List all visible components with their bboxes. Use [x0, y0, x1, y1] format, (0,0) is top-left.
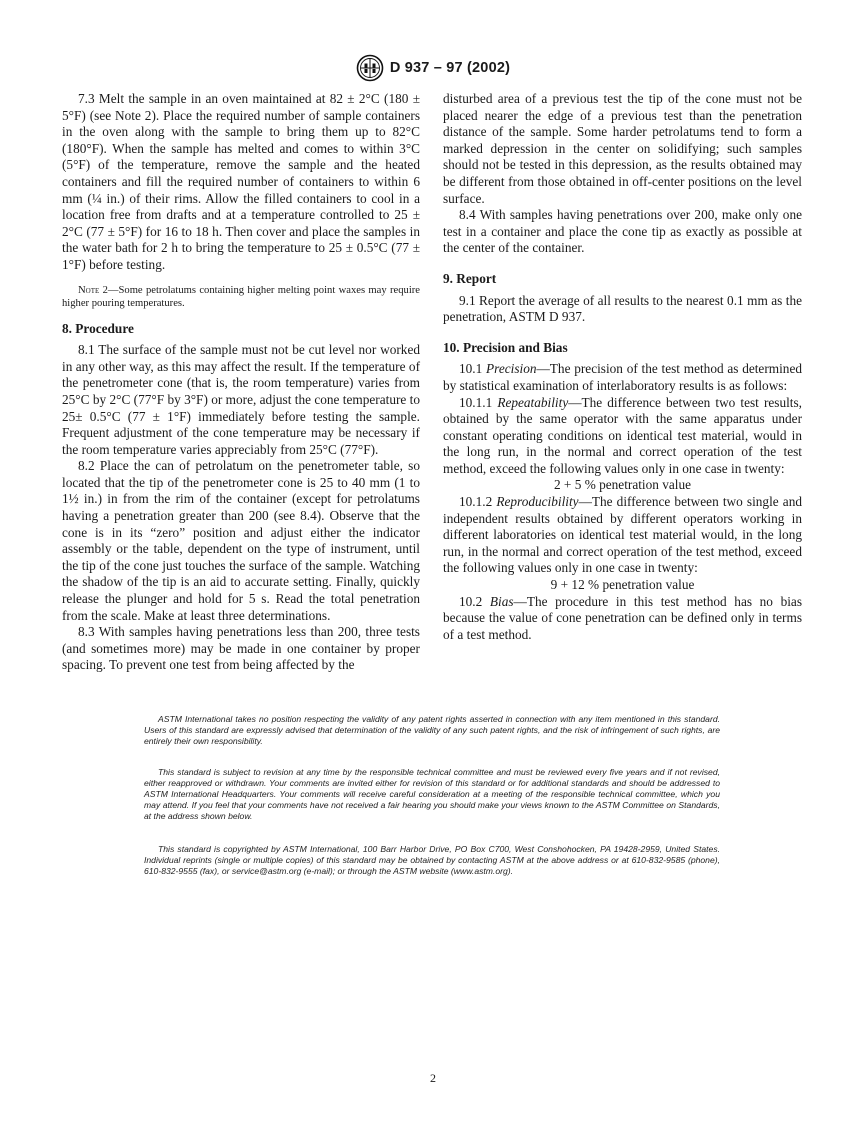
term-bias: Bias	[489, 593, 514, 609]
paragraph-7-3: 7.3 Melt the sample in an oven maintained at 82 ± 2°C (180 ± 5°F) (see Note 2). Place the required number of sample containers in the oven along with the sample to bring them up to 82°C (180°F). When the sample has melted and comes to within 3°C (5°F) of the temperature, remove the sample and the heated containers and fill the required number of containers to within 6 mm (¼ in.) of their rims. Allow the filled containers to cool in a location free from drafts and at a temperature controlled to 25 ± 2°C (77 ± 5°F) for 16 to 18 h. Then cover and place the samples in the water bath for 2 h to bring the temperature to 25 ± 0.5°C (77 ± 1°F) before testing.	[62, 91, 420, 272]
standard-designation: D 937 – 97 (2002)	[389, 60, 511, 76]
term-reproducibility: Reproducibility	[496, 494, 579, 510]
section-8-heading: 8. Procedure	[62, 320, 134, 336]
note-label: Note 2	[78, 284, 108, 296]
footer-revision-notice: This standard is subject to revision at any time by the responsible technical committee and must be reviewed every five years and if not revised, either reapproved or withdrawn. Your comments are invited either for revision of this standard or for additional standards and should be addressed to ASTM International Headquarters. Your comments will receive careful consideration at a meeting of the responsible technical committee, which you may attend. If you feel that your comments have not received a fair hearing you should make your views known to the ASTM Committee on Standards, at the address shown below.	[144, 767, 720, 821]
page-header	[0, 54, 866, 87]
left-column	[62, 91, 420, 674]
paragraph-9-1: 9.1 Report the average of all results to the nearest 0.1 mm as the penetration, ASTM D 937.	[443, 292, 802, 325]
section-9-heading: 9. Report	[443, 270, 497, 286]
term-precision: Precision	[486, 361, 537, 377]
note-2	[62, 284, 420, 311]
paragraph-8-1: 8.1 The surface of the sample must not be cut level nor worked in any other way, as this may affect the result. If the temperature of the penetrometer cone (that is, the room temperature) varies from 25°C by 2°C (77°F by 3°F) or more, adjust the cone temperature to 25± 0.5°C (77 ± 1°F) immediately before testing the sample. Frequent adjustment of the cone temperature may be necessary if the room temperature varies appreciably from 25°C (77°F).	[62, 342, 420, 457]
reproducibility-equation: 9 + 12 % penetration value	[550, 577, 695, 593]
paragraph-8-3-continued: disturbed area of a previous test the tip of the cone must not be placed nearer the edge of a previous test than the penetration distance of the sample. Some harder petrolatums tend to form a marked depression in the center on solidifying; such samples should not be tested in this depression, as the results obtained may be different from those obtained in off-center positions on the level surface.	[443, 91, 802, 206]
note-text: —Some petrolatums containing higher melting point waxes may require higher pouring temperatures.	[62, 284, 421, 310]
paragraph-10-2: 10.2 Bias—The procedure in this test method has no bias because the value of cone penetration can be defined only in terms of a test method.	[443, 593, 802, 642]
term-repeatability: Repeatability	[497, 394, 569, 410]
paragraph-8-3: 8.3 With samples having penetrations less than 200, three tests (and sometimes more) may be made in one container by proper spacing. To prevent one test from being affected by the	[62, 624, 420, 673]
page-number: 2	[430, 1071, 436, 1085]
paragraph-10-1-1: 10.1.1 Repeatability—The difference between two test results, obtained by the same operator with the same apparatus under constant operating conditions on identical test material, would in the long run, in the normal and correct operation of the test method, exceed the following values only in one case in twenty:	[443, 394, 802, 476]
footer-copyright-notice: This standard is copyrighted by ASTM International, 100 Barr Harbor Drive, PO Box C700, West Conshohocken, PA 19428-2959, United States. Individual reprints (single or multiple copies) of this standard may be obtained by contacting ASTM at the above address or at 610-832-9585 (phone), 610-832-9555 (fax), or service@astm.org (e-mail); or through the ASTM website (www.astm.org).	[144, 844, 720, 876]
paragraph-8-4: 8.4 With samples having penetrations over 200, make only one test in a container and place the cone tip as exactly as possible at the center of the container.	[443, 207, 802, 256]
section-10-heading: 10. Precision and Bias	[443, 339, 568, 355]
paragraph-8-2: 8.2 Place the can of petrolatum on the penetrometer table, so located that the tip of the penetrometer cone is 25 to 40 mm (1 to 1½ in.) in from the rim of the container (except for petrolatums having a penetration greater than 200 (see 8.4). Observe that the cone is in its “zero” position and adjust either the indicator assembly or the table, dependent on the type of instrument, until the tip of the cone just touches the surface of the sample. Watching the shadow of the tip is an aid to accurate setting. Finally, quickly release the plunger and hold for 5 s. Read the total penetration from the scale. Make at least three determinations.	[62, 458, 420, 623]
astm-logo-icon	[356, 54, 384, 82]
footer-patent-notice: ASTM International takes no position respecting the validity of any patent rights asserted in connection with any item mentioned in this standard. Users of this standard are expressly advised that determination of the validity of any such patent rights, and the risk of infringement of such rights, are entirely their own responsibility.	[144, 714, 720, 746]
repeatability-equation: 2 + 5 % penetration value	[553, 477, 692, 493]
paragraph-10-1: 10.1 Precision—The precision of the test method as determined by statistical examination of interlaboratory results is as follows:	[443, 361, 803, 393]
paragraph-10-1-2: 10.1.2 Reproducibility—The difference between two single and independent results obtained by different operators working in different laboratories on identical test material would, in the long run, in the normal and correct operation of the test method, exceed the following values only in one case in twenty:	[443, 494, 802, 576]
right-column	[443, 91, 802, 643]
